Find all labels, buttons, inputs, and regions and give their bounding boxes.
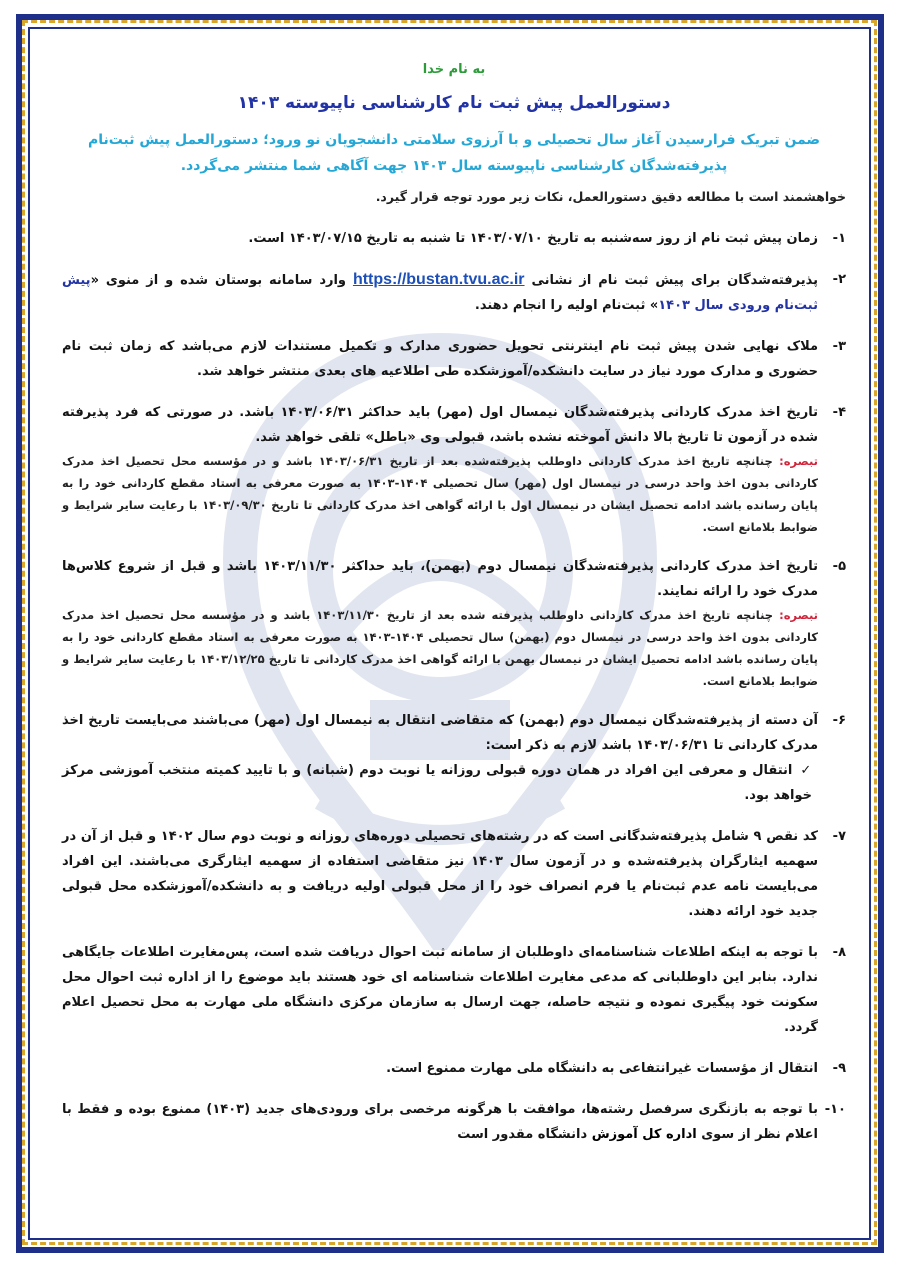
item-number: ۳-: [832, 339, 846, 354]
menu-name: پیش ثبت‌نام ورودی سال ۱۴۰۳: [62, 273, 818, 313]
item-text: دانشگاه مقدور است: [457, 1127, 588, 1142]
check-mark-icon: ✓: [800, 763, 812, 778]
note: [62, 604, 818, 692]
note: [62, 450, 818, 538]
list-item: [62, 226, 846, 251]
bustan-link[interactable]: https://bustan.tvu.ac.ir: [352, 271, 525, 288]
list-item: [62, 1056, 846, 1081]
note-text: چنانچه تاریخ اخذ مدرک کاردانی داوطلب پذیرفته شده بعد از تاریخ ۱۴۰۳/۱۱/۳۰ باشد و در مؤسسه محل تحصیل اخذ مدرک کاردانی بدون اخذ واحد درسی در نیمسال دوم (بهمن) سال تحصیلی ۱۴۰۴-۱۴۰۳ به صورت معرفی به استاد مقطع کاردانی خود را به پایان رسانده باشد ادامه تحصیل ایشان در نیمسال بهمن با ارائه گواهی اخذ مدرک کاردانی تا تاریخ ۱۴۰۳/۱۲/۲۵ با رعایت سایر شرایط و ضوابط بلامانع است.: [62, 608, 819, 688]
list-item: [62, 400, 846, 538]
item-number: ۲-: [832, 272, 846, 287]
office-name: اداره کل آموزش: [591, 1127, 697, 1142]
item-text: آن دسته از پذیرفته‌شدگان نیمسال دوم (بهمن) که متقاضی انتقال به نیمسال اول (مهر) می‌باشند می‌بایست تاریخ اخذ مدرک کاردانی تا ۱۴۰۳/۰۶/۳۱ باشد لازم به ذکر است:: [62, 713, 818, 753]
item-text: ملاک نهایی شدن پیش ثبت نام اینترنتی تحویل حضوری مدارک و تکمیل مستندات لازم می‌باشد که زمان ثبت نام حضوری و مدارک مورد نیاز در سایت دانشکده/آموزشکده طی اطلاعیه های بعدی منتشر خواهد شد.: [62, 339, 818, 379]
item-text: زمان پیش ثبت نام از روز سه‌شنبه به تاریخ ۱۴۰۳/۰۷/۱۰ تا شنبه به تاریخ ۱۴۰۳/۰۷/۱۵ است.: [248, 231, 818, 246]
item-text: پذیرفته‌شدگان برای پیش ثبت نام از نشانی: [531, 273, 819, 288]
item-number: ۹-: [832, 1061, 846, 1076]
item-number: ۱۰-: [824, 1102, 846, 1117]
item-number: ۶-: [832, 713, 846, 728]
item-text: تاریخ اخذ مدرک کاردانی پذیرفته‌شدگان نیمسال اول (مهر) باید حداکثر ۱۴۰۳/۰۶/۳۱ باشد. در صورتی که فرد پذیرفته شده در آزمون تا تاریخ بالا دانش آموخته نشده باشد، قبولی وی «باطل» تلقی خواهد شد.: [62, 405, 818, 445]
item-text: انتقال از مؤسسات غیرانتفاعی به دانشگاه ملی مهارت ممنوع است.: [386, 1061, 818, 1076]
note-text: چنانچه تاریخ اخذ مدرک کاردانی داوطلب پذیرفته‌شده بعد از تاریخ ۱۴۰۳/۰۶/۳۱ باشد و در مؤسسه محل تحصیل اخذ مدرک کاردانی بدون اخذ واحد درسی در نیمسال اول (مهر) سال تحصیلی ۱۴۰۴-۱۴۰۳ به صورت معرفی به استاد مقطع کاردانی خود را به پایان رسانده باشد ادامه تحصیل ایشان در نیمسال اول با ارائه گواهی اخذ مدرک کاردانی تا تاریخ ۱۴۰۳/۰۹/۳۰ با رعایت سایر شرایط و ضوابط بلامانع است.: [62, 454, 818, 534]
item-number: ۱-: [832, 231, 846, 246]
note-label: تبصره:: [779, 608, 818, 622]
list-item: [62, 267, 846, 318]
item-text: وارد سامانه بوستان شده و از منوی «: [90, 273, 347, 288]
item-number: ۴-: [832, 405, 846, 420]
list-item: [62, 554, 846, 692]
check-line: [62, 758, 818, 808]
item-number: ۸-: [832, 945, 846, 960]
item-number: ۵-: [832, 559, 846, 574]
item-number: ۷-: [832, 829, 846, 844]
item-text: با توجه به بازنگری سرفصل رشته‌ها، موافقت با هرگونه مرخصی برای ورودی‌های جدید (۱۴۰۳) ممنوع بوده و فقط با اعلام نظر از سوی: [62, 1102, 819, 1142]
page-title: دستورالعمل پیش ثبت نام کارشناسی ناپیوسته ۱۴۰۳: [237, 93, 671, 113]
check-text: انتقال و معرفی این افراد در همان دوره قبولی روزانه یا نوبت دوم (شبانه) و با تایید کمیته منتخب آموزشی مرکز خواهد بود.: [62, 763, 812, 803]
item-text: تاریخ اخذ مدرک کاردانی پذیرفته‌شدگان نیمسال دوم (بهمن)، باید حداکثر ۱۴۰۳/۱۱/۳۰ باشد و قبل از شروع کلاس‌ها مدرک خود را ارائه نمایند.: [62, 559, 818, 599]
list-item: [62, 334, 846, 384]
list-item: [62, 1097, 846, 1147]
document-body: [62, 62, 846, 1163]
item-text: » ثبت‌نام اولیه را انجام دهند.: [474, 298, 659, 313]
list-item: [62, 708, 846, 808]
note-label: تبصره:: [779, 454, 818, 468]
item-text: کد نقص ۹ شامل پذیرفته‌شدگانی است که در رشته‌های تحصیلی دوره‌های روزانه و نوبت دوم سال ۱۴۰۲ و قبل از آن در سهمیه ایثارگران پذیرفته‌شده و در آزمون سال ۱۴۰۳ نیز متقاضی استفاده از سهمیه ایثارگری می‌باشند. این افراد می‌بایست نامه عدم ثبت‌نام یا فرم انصراف خود را از محل قبولی اولیه دریافت و به دانشکده/آموزشکده محل قبولی جدید خود ارائه دهند.: [62, 829, 819, 919]
lead-paragraph: خواهشمند است با مطالعه دقیق دستورالعمل، نکات زیر مورد توجه قرار گیرد.: [375, 189, 846, 204]
list-item: [62, 824, 846, 924]
bismillah: به نام خدا: [422, 62, 486, 77]
item-text: با توجه به اینکه اطلاعات شناسنامه‌ای داوطلبان از سامانه ثبت احوال دریافت شده است، پس‌مغایرت اطلاعات جایگاهی ندارد. بنابر این داوطلبانی که مدعی مغایرت اطلاعات شناسنامه ای خود هستند باید موضوع را از اداره ثبت احوال محل سکونت خود پیگیری نموده و نتیجه حاصله، جهت ارسال به سازمان مرکزی دانشگاه ملی مهارت به محل تحصیل اعلام گردد.: [62, 945, 818, 1035]
intro-paragraph: ضمن تبریک فرارسیدن آغاز سال تحصیلی و با آرزوی سلامتی دانشجویان نو ورود؛ دستورالعمل پیش ثبت‌نام پذیرفته‌شدگان کارشناسی ناپیوسته سال ۱۴۰۳ جهت آگاهی شما منتشر می‌گردد.: [87, 132, 821, 174]
list-item: [62, 940, 846, 1040]
